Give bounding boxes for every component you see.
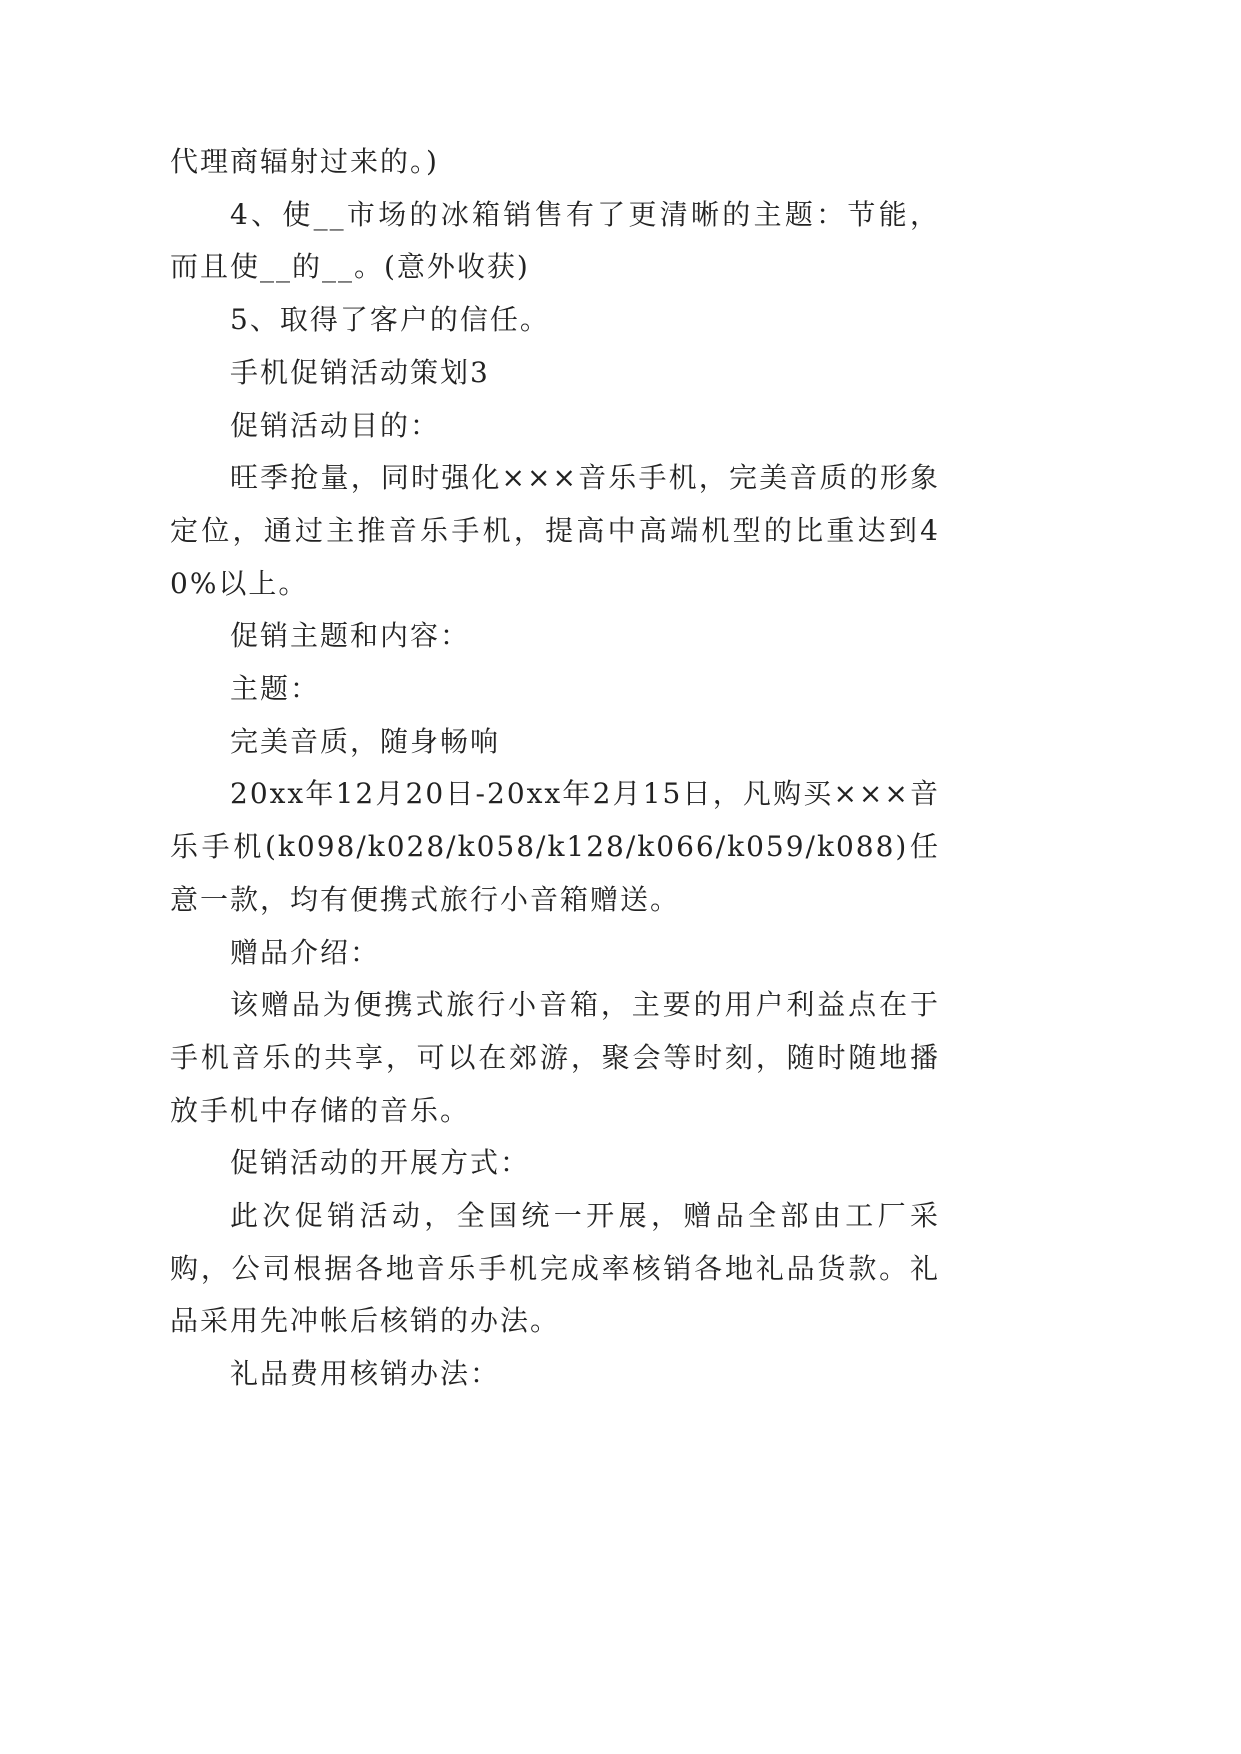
paragraph-gift: 该赠品为便携式旅行小音箱，主要的用户利益点在于手机音乐的共享，可以在郊游，聚会等时刻，随时随地播放手机中存储的音乐。: [170, 988, 940, 1127]
paragraph-offer: 20xx年12月20日-20xx年2月15日，凡购买×××音乐手机(k098/k028/k058/k128/k066/k059/k088)任意一款，均有便携式旅行小音箱赠送。: [170, 777, 940, 916]
subheading-gift: 赠品介绍：: [230, 935, 381, 969]
subheading-purpose: 促销活动目的：: [230, 408, 441, 442]
list-item-4: 4、使__市场的冰箱销售有了更清晰的主题：节能，而且使__的__。(意外收获): [170, 197, 940, 284]
subheading-theme: 主题：: [230, 672, 321, 706]
subheading-cost: 礼品费用核销办法：: [230, 1357, 501, 1391]
paragraph-method: 此次促销活动，全国统一开展，赠品全部由工厂采购，公司根据各地音乐手机完成率核销各地礼品货款。礼品采用先冲帐后核销的办法。: [170, 1199, 940, 1338]
list-item-5: 5、取得了客户的信任。: [230, 303, 550, 337]
paragraph-purpose: 旺季抢量，同时强化×××音乐手机，完美音质的形象定位，通过主推音乐手机，提高中高端机型的比重达到40%以上。: [170, 461, 940, 600]
subheading-theme-content: 促销主题和内容：: [230, 619, 471, 653]
paragraph-continuation: 代理商辐射过来的。): [170, 145, 439, 178]
paragraph-theme: 完美音质，随身畅响: [230, 724, 501, 758]
subheading-method: 促销活动的开展方式：: [230, 1146, 531, 1180]
section-heading: 手机促销活动策划3: [230, 355, 490, 389]
document-body: [170, 136, 940, 1401]
